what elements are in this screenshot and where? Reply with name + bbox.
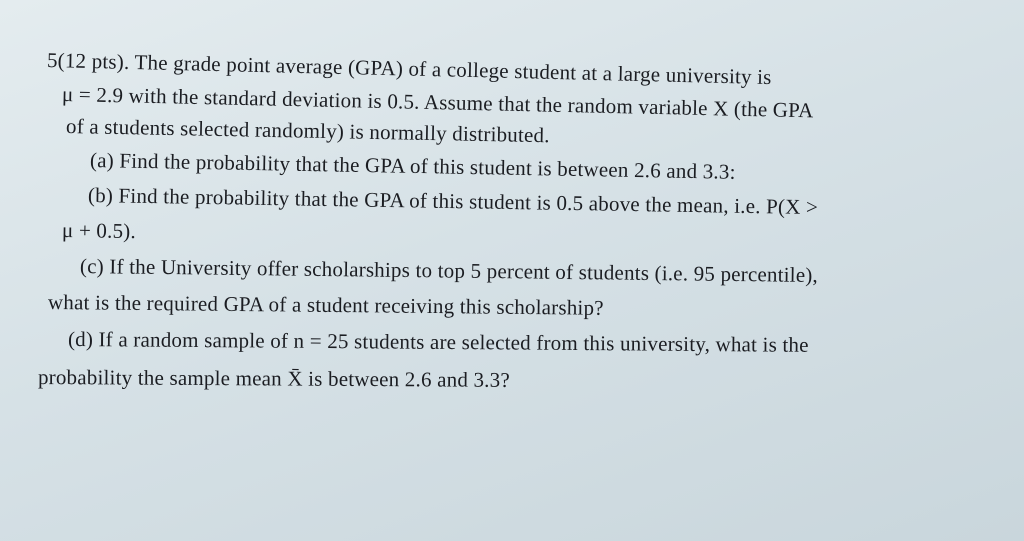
problem-header-line: 5(12 pts). The grade point average (GPA) of a college student at a large university is bbox=[46, 48, 772, 90]
problem-distribution-line: of a students selected randomly) is normally distributed. bbox=[65, 114, 550, 148]
part-d: (d) If a random sample of n = 25 students are selected from this university, what is the bbox=[67, 327, 809, 357]
part-c: (c) If the University offer scholarships to top 5 percent of students (i.e. 95 percentile), bbox=[79, 254, 819, 288]
problem-mean-line: μ = 2.9 with the standard deviation is 0.5. Assume that the random variable X (the GPA bbox=[61, 82, 814, 123]
part-b-continued: μ + 0.5). bbox=[61, 218, 137, 244]
part-d-continued: probability the sample mean X̄ is between 2.6 and 3.3? bbox=[37, 365, 510, 392]
part-c-continued: what is the required GPA of a student receiving this scholarship? bbox=[47, 290, 604, 320]
part-b: (b) Find the probability that the GPA of this student is 0.5 above the mean, i.e. P(X > bbox=[87, 183, 819, 220]
part-a: (a) Find the probability that the GPA of this student is between 2.6 and 3.3: bbox=[89, 148, 736, 184]
